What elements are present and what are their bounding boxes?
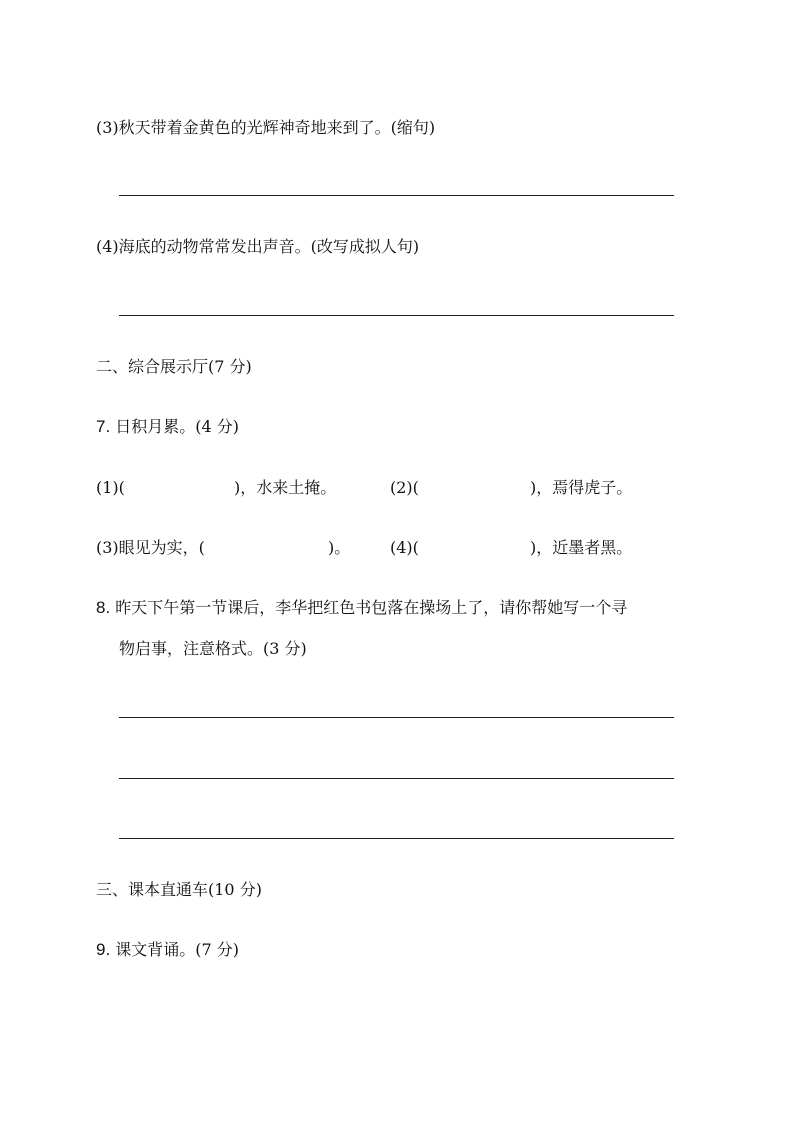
answer-line-q8-3[interactable] xyxy=(119,838,674,839)
q7-title: 日积月累。(4 分) xyxy=(115,417,240,436)
section3-title: 三、课本直通车(10 分) xyxy=(96,880,262,899)
q7-blank1-open: (1)( xyxy=(96,478,125,497)
q7-blank4-rest: )，近墨者黑。 xyxy=(530,538,633,557)
q7-blank3-lead: (3)眼见为实，( xyxy=(96,538,205,557)
q8-number: 8. xyxy=(96,598,111,617)
q6-item3: (3)秋天带着金黄色的光辉神奇地来到了。(缩句) xyxy=(96,118,436,137)
answer-line-q8-1[interactable] xyxy=(119,717,674,718)
q7-blank1-rest: )，水来土掩。 xyxy=(234,478,337,497)
answer-line-q6-3[interactable] xyxy=(119,195,674,196)
q8-text-line2: 物启事，注意格式。(3 分) xyxy=(119,639,307,658)
section2-title: 二、综合展示厅(7 分) xyxy=(96,357,252,376)
q7-blank2-rest: )，焉得虎子。 xyxy=(530,478,633,497)
q7-blank4-open: (4)( xyxy=(390,538,419,557)
q9-title: 课文背诵。(7 分) xyxy=(115,940,240,959)
q7-heading xyxy=(96,417,239,437)
q8-line1 xyxy=(96,598,627,618)
q7-blank3-close: )。 xyxy=(328,538,351,557)
q6-item4: (4)海底的动物常常发出声音。(改写成拟人句) xyxy=(96,237,420,256)
q8-text-line1: 昨天下午第一节课后，李华把红色书包落在操场上了，请你帮她写一个寻 xyxy=(115,598,628,617)
answer-line-q8-2[interactable] xyxy=(119,778,674,779)
q7-blank2-open: (2)( xyxy=(390,478,419,497)
q9-number: 9. xyxy=(96,940,111,959)
answer-line-q6-4[interactable] xyxy=(119,315,674,316)
q7-number: 7. xyxy=(96,417,111,436)
q9-heading xyxy=(96,940,239,960)
